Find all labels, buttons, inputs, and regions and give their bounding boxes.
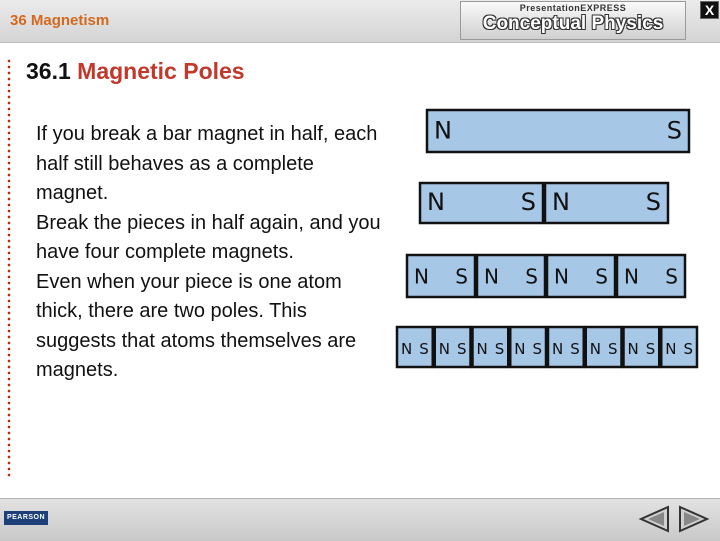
title-number: 36.1 <box>26 58 71 84</box>
back-arrow-icon[interactable] <box>638 505 670 533</box>
north-pole-label: N <box>514 340 526 359</box>
north-pole-label: N <box>552 188 570 217</box>
south-pole-label: S <box>595 264 608 289</box>
north-pole-label: N <box>401 340 413 359</box>
brand-title: Conceptual Physics <box>482 13 664 34</box>
south-pole-label: S <box>645 188 661 217</box>
south-pole-label: S <box>532 340 542 359</box>
south-pole-label: S <box>683 340 693 359</box>
north-pole-label: N <box>589 340 601 359</box>
slide-title <box>26 58 245 85</box>
south-pole-label: S <box>419 340 429 359</box>
chapter-title: 36 Magnetism <box>10 12 110 29</box>
south-pole-label: S <box>520 188 536 217</box>
north-pole-label: N <box>434 116 452 145</box>
brand-subtitle: PresentationEXPRESS <box>519 3 627 13</box>
north-pole-label: N <box>438 340 450 359</box>
north-pole-label: N <box>554 264 569 289</box>
north-pole-label: N <box>484 264 499 289</box>
south-pole-label: S <box>494 340 505 359</box>
bullet-item: If you break a bar magnet in half, each half still behaves as a complete magnet. <box>36 123 378 204</box>
footer-bar <box>0 498 720 541</box>
forward-arrow-icon[interactable] <box>678 505 710 533</box>
north-pole-label: N <box>627 340 639 359</box>
south-pole-label: S <box>525 264 538 289</box>
south-pole-label: S <box>666 116 682 145</box>
south-pole-label: S <box>665 264 678 289</box>
south-pole-label: S <box>607 340 618 359</box>
bullet-item: Break the pieces in half again, and you have four complete magnets. <box>36 211 381 263</box>
north-pole-label: N <box>552 340 564 359</box>
bullet-item: Even when your piece is one atom thick, there are two poles. This suggests that atoms themselves are magnets. <box>36 270 357 381</box>
title-text: Magnetic Poles <box>77 58 245 84</box>
pearson-logo: PEARSON <box>4 511 48 525</box>
dotted-border <box>6 58 12 478</box>
south-pole-label: S <box>570 340 580 359</box>
magnet-diagram <box>395 105 705 375</box>
brand-logo <box>460 1 686 40</box>
north-pole-label: N <box>476 340 488 359</box>
bullet-list <box>36 120 388 386</box>
magnet-piece <box>427 110 689 152</box>
north-pole-label: N <box>624 264 639 289</box>
close-button[interactable]: X <box>700 1 719 19</box>
north-pole-label: N <box>427 188 445 217</box>
north-pole-label: N <box>414 264 429 289</box>
south-pole-label: S <box>645 340 656 359</box>
south-pole-label: S <box>456 340 467 359</box>
south-pole-label: S <box>455 264 468 289</box>
north-pole-label: N <box>665 340 677 359</box>
